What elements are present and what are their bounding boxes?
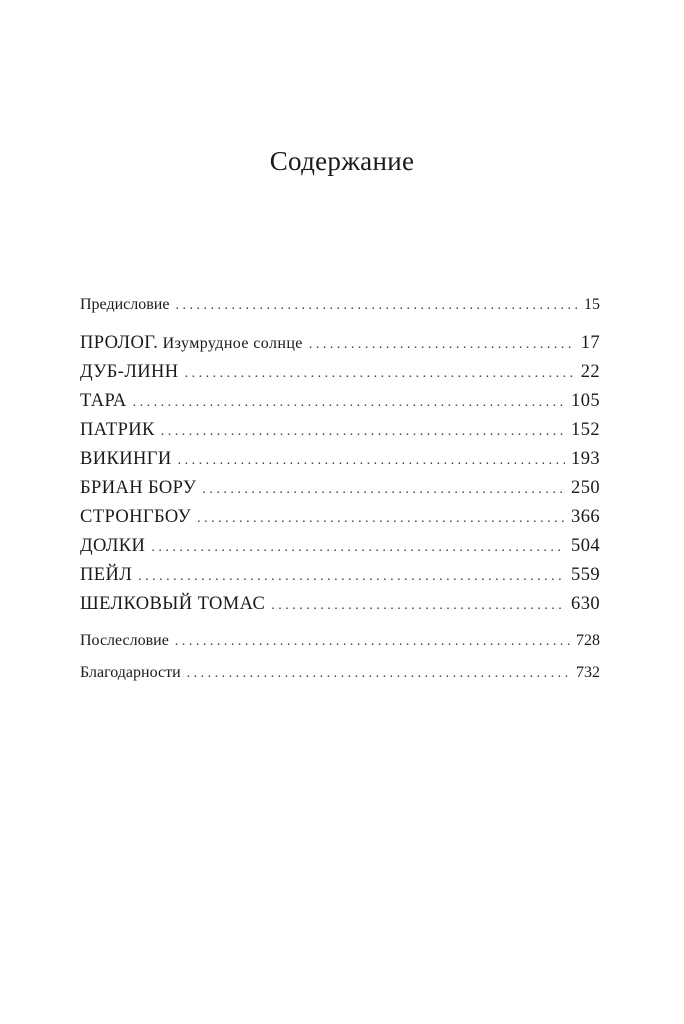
toc-leader-dots — [185, 366, 575, 382]
page-title: Содержание — [269, 146, 415, 176]
toc-entry-label: ТАРА — [80, 391, 127, 411]
toc-entry-label: Благодарности — [80, 664, 181, 681]
toc-entry-dublin — [80, 362, 600, 383]
toc-leader-dots — [175, 634, 570, 650]
toc-entry-page: 366 — [571, 507, 600, 527]
toc-entry-tara — [80, 391, 600, 412]
toc-entry-afterword — [80, 632, 600, 650]
toc-leader-dots — [202, 482, 565, 498]
toc-entry-page: 152 — [571, 420, 600, 440]
toc-entry-label: ВИКИНГИ — [80, 449, 172, 469]
toc-entry-page: 193 — [571, 449, 600, 469]
toc-entry-patrick — [80, 420, 600, 441]
toc-entry-label: БРИАН БОРУ — [80, 478, 197, 498]
toc-entry-page: 630 — [571, 594, 600, 614]
toc-leader-dots — [151, 540, 565, 556]
toc-leader-dots — [138, 569, 565, 585]
toc-leader-dots — [271, 598, 565, 614]
toc-entry-label: ШЕЛКОВЫЙ ТОМАС — [80, 594, 266, 614]
toc-leader-dots — [178, 453, 565, 469]
toc-leader-dots — [133, 395, 565, 411]
toc-entry-silken-thomas — [80, 594, 600, 615]
toc-entry-strongbow — [80, 507, 600, 528]
toc-entry-label-main: ПРОЛОГ. — [80, 333, 159, 353]
toc-entry-page: 250 — [571, 478, 600, 498]
toc-leader-dots — [197, 511, 565, 527]
toc-leader-dots — [161, 424, 565, 440]
toc-entry-page: 559 — [571, 565, 600, 585]
toc-entry-page: 105 — [571, 391, 600, 411]
toc-leader-dots — [187, 666, 570, 682]
toc-entry-dalkey — [80, 536, 600, 557]
toc-entry-prologue — [80, 333, 600, 354]
toc-entry-vikings — [80, 449, 600, 470]
toc-leader-dots — [175, 298, 578, 314]
toc-entry-page: 732 — [576, 664, 600, 681]
toc-entry-label: ДУБ-ЛИНН — [80, 362, 179, 382]
toc-entry-pale — [80, 565, 600, 586]
toc-entry-label: СТРОНГБОУ — [80, 507, 192, 527]
toc-entry-page: 15 — [584, 296, 600, 313]
toc-entry-label: Предисловие — [80, 296, 170, 313]
toc-entry-page: 728 — [576, 632, 600, 649]
toc-entry-acknowledgements — [80, 664, 600, 682]
toc-entry-label: ПАТРИК — [80, 420, 155, 440]
toc-entry-page: 504 — [571, 536, 600, 556]
toc-entry-label: ДОЛКИ — [80, 536, 146, 556]
toc-entry-label: Послесловие — [80, 632, 169, 649]
toc-entry-label-sub: Изумрудное солнце — [158, 335, 303, 352]
toc-entry-brian-boru — [80, 478, 600, 499]
toc-entry-page: 17 — [580, 333, 600, 353]
toc-leader-dots — [309, 337, 575, 353]
toc-entry-foreword — [80, 296, 600, 314]
toc-entry-label — [80, 333, 303, 354]
toc-entry-label: ПЕЙЛ — [80, 565, 133, 585]
toc-entry-page: 22 — [580, 362, 600, 382]
